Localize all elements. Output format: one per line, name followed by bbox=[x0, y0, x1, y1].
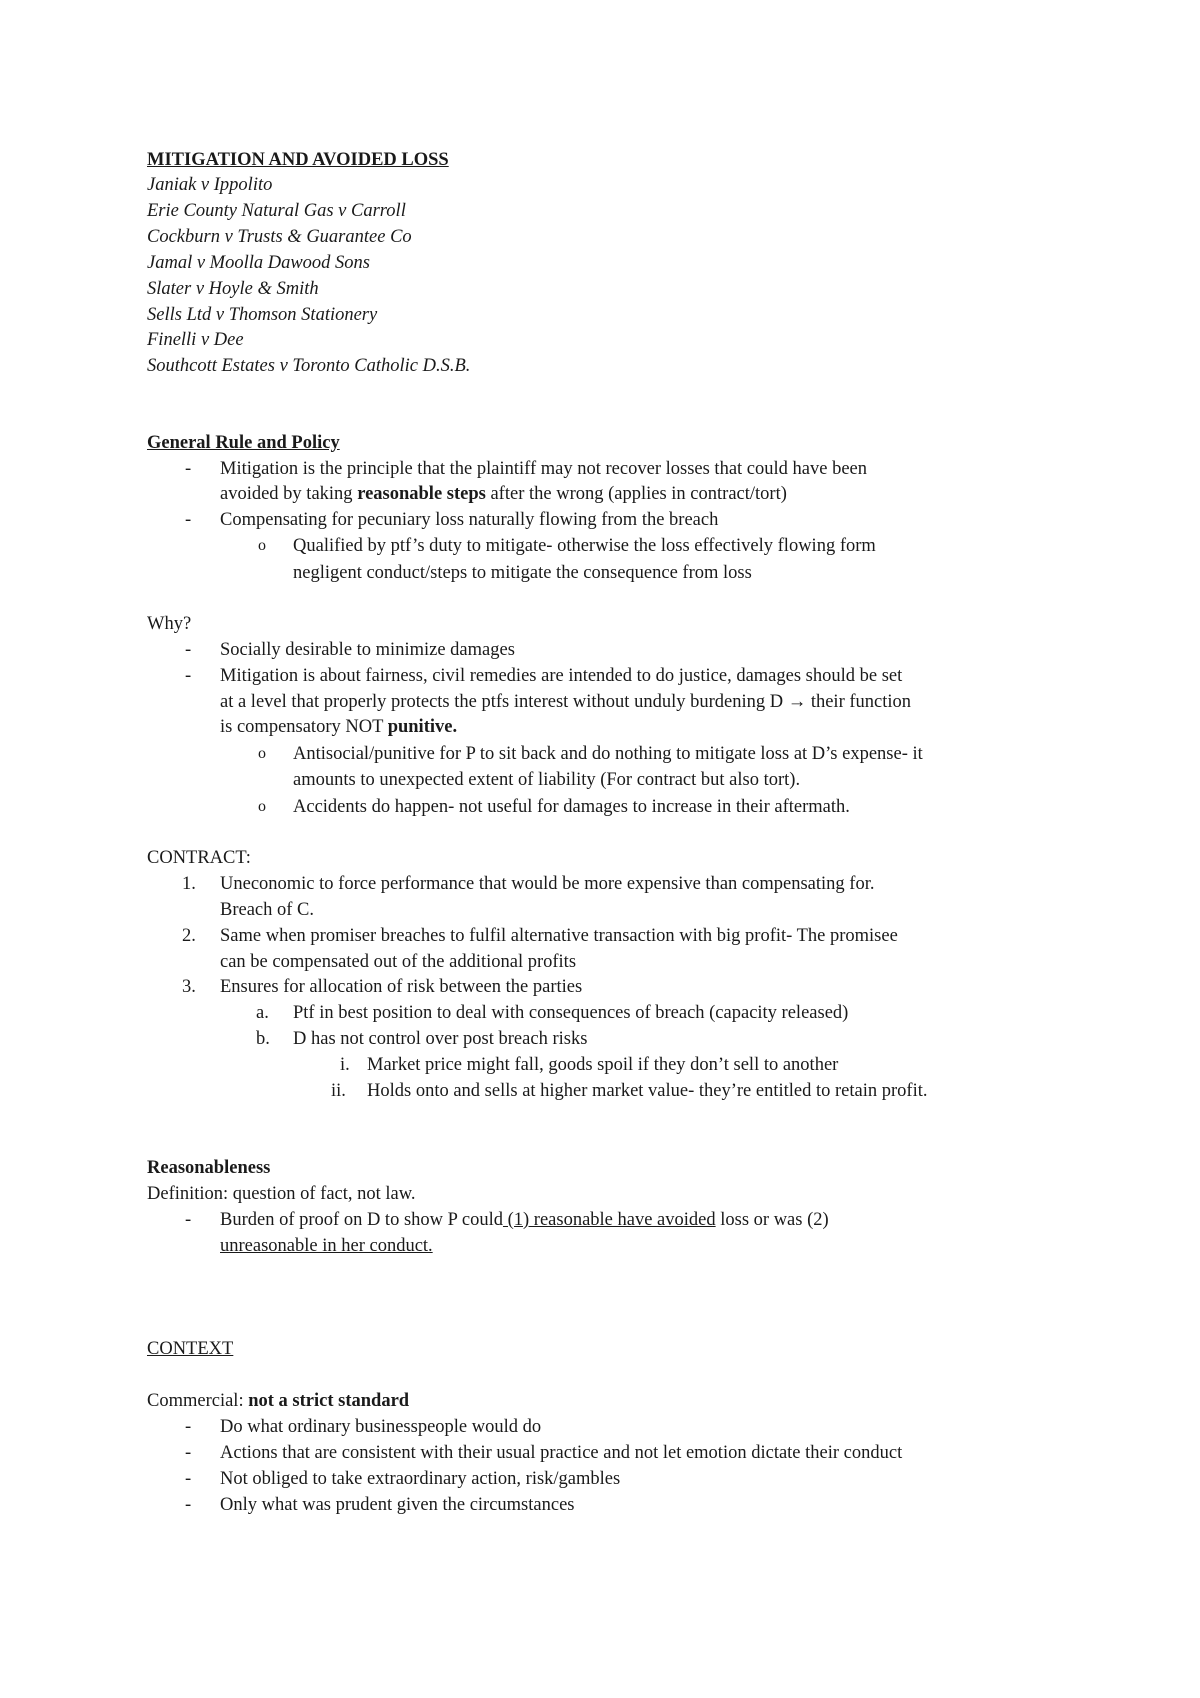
reasonableness-item-1-line-1: Burden of proof on D to show P could (1) reasonable have avoided loss or was (2) bbox=[220, 1210, 829, 1230]
bold-text: reasonable steps bbox=[357, 484, 486, 504]
contract-item-3: Ensures for allocation of risk between the parties bbox=[220, 977, 583, 997]
reasonableness-item-1-line-2: unreasonable in her conduct. bbox=[220, 1236, 433, 1256]
context-item: Do what ordinary businesspeople would do bbox=[220, 1417, 542, 1437]
context-item: Not obliged to take extraordinary action, risk/gambles bbox=[220, 1469, 621, 1489]
context-item: Actions that are consistent with their usual practice and not let emotion dictate their conduct bbox=[220, 1443, 903, 1463]
why-item-2-line-2: at a level that properly protects the ptfs interest without unduly burdening D → their function bbox=[220, 692, 912, 712]
contract-item-2-line-2: can be compensated out of the additional profits bbox=[220, 952, 577, 972]
underlined-text: (1) reasonable have avoided bbox=[502, 1210, 716, 1230]
contract-item-1-line-1: Uneconomic to force performance that would be more expensive than compensating for. bbox=[220, 874, 875, 894]
reasonableness-definition: Definition: question of fact, not law. bbox=[147, 1184, 416, 1204]
case-item: Janiak v Ippolito bbox=[147, 175, 273, 195]
case-item: Sells Ltd v Thomson Stationery bbox=[147, 305, 378, 325]
case-item: Cockburn v Trusts & Guarantee Co bbox=[147, 227, 412, 247]
commercial-line: Commercial: not a strict standard bbox=[147, 1391, 410, 1411]
why-sub-1-line-1: Antisocial/punitive for P to sit back and do nothing to mitigate loss at D’s expense- it bbox=[293, 744, 923, 764]
general-item-1-line-1: Mitigation is the principle that the plaintiff may not recover losses that could have been bbox=[220, 459, 867, 479]
general-sub-1-line-1: Qualified by ptf’s duty to mitigate- otherwise the loss effectively flowing form bbox=[293, 536, 876, 556]
context-item: Only what was prudent given the circumstances bbox=[220, 1495, 575, 1515]
number-marker: 2. bbox=[182, 926, 196, 946]
why-item-1: Socially desirable to minimize damages bbox=[220, 640, 515, 660]
why-item-2-line-3: is compensatory NOT punitive. bbox=[220, 717, 458, 737]
dash-bullet: - bbox=[185, 1443, 192, 1463]
document-title: MITIGATION AND AVOIDED LOSS bbox=[147, 150, 449, 170]
case-item: Jamal v Moolla Dawood Sons bbox=[147, 253, 371, 273]
dash-bullet: - bbox=[185, 510, 192, 530]
case-item: Erie County Natural Gas v Carroll bbox=[147, 201, 406, 221]
dash-bullet: - bbox=[185, 1495, 192, 1515]
bold-text: punitive. bbox=[387, 717, 458, 737]
general-item-2: Compensating for pecuniary loss naturally flowing from the breach bbox=[220, 510, 719, 530]
section-heading-general: General Rule and Policy bbox=[147, 433, 340, 453]
dash-bullet: - bbox=[185, 459, 192, 479]
case-item: Finelli v Dee bbox=[147, 330, 244, 350]
circle-bullet: o bbox=[258, 745, 266, 762]
dash-bullet: - bbox=[185, 1417, 192, 1437]
dash-bullet: - bbox=[185, 1210, 192, 1230]
case-item: Southcott Estates v Toronto Catholic D.S.B. bbox=[147, 356, 471, 376]
circle-bullet: o bbox=[258, 537, 266, 554]
why-sub-1-line-2: amounts to unexpected extent of liability (For contract but also tort). bbox=[293, 770, 801, 790]
section-heading-reasonableness: Reasonableness bbox=[147, 1158, 271, 1178]
number-marker: 1. bbox=[182, 874, 196, 894]
roman-marker: i. bbox=[340, 1055, 350, 1075]
contract-item-1-line-2: Breach of C. bbox=[220, 900, 315, 920]
general-sub-1-line-2: negligent conduct/steps to mitigate the consequence from loss bbox=[293, 563, 752, 583]
number-marker: 3. bbox=[182, 977, 196, 997]
why-sub-2: Accidents do happen- not useful for damages to increase in their aftermath. bbox=[293, 797, 850, 817]
case-item: Slater v Hoyle & Smith bbox=[147, 279, 319, 299]
roman-marker: ii. bbox=[331, 1081, 346, 1101]
contract-item-2-line-1: Same when promiser breaches to fulfil alternative transaction with big profit- The promisee bbox=[220, 926, 898, 946]
contract-sub-ii: Holds onto and sells at higher market value- they’re entitled to retain profit. bbox=[367, 1081, 928, 1101]
section-heading-why: Why? bbox=[147, 614, 192, 634]
general-item-1-line-2: avoided by taking reasonable steps after the wrong (applies in contract/tort) bbox=[220, 484, 787, 504]
dash-bullet: - bbox=[185, 1469, 192, 1489]
section-heading-contract: CONTRACT: bbox=[147, 848, 251, 868]
contract-sub-i: Market price might fall, goods spoil if they don’t sell to another bbox=[367, 1055, 839, 1075]
circle-bullet: o bbox=[258, 798, 266, 815]
section-heading-context: CONTEXT bbox=[147, 1339, 234, 1359]
dash-bullet: - bbox=[185, 666, 192, 686]
contract-sub-b: D has not control over post breach risks bbox=[293, 1029, 588, 1049]
dash-bullet: - bbox=[185, 640, 192, 660]
why-item-2-line-1: Mitigation is about fairness, civil remedies are intended to do justice, damages should be set bbox=[220, 666, 903, 686]
letter-marker: b. bbox=[256, 1029, 270, 1049]
letter-marker: a. bbox=[256, 1003, 269, 1023]
contract-sub-a: Ptf in best position to deal with consequences of breach (capacity released) bbox=[293, 1003, 849, 1023]
bold-text: not a strict standard bbox=[248, 1391, 410, 1411]
